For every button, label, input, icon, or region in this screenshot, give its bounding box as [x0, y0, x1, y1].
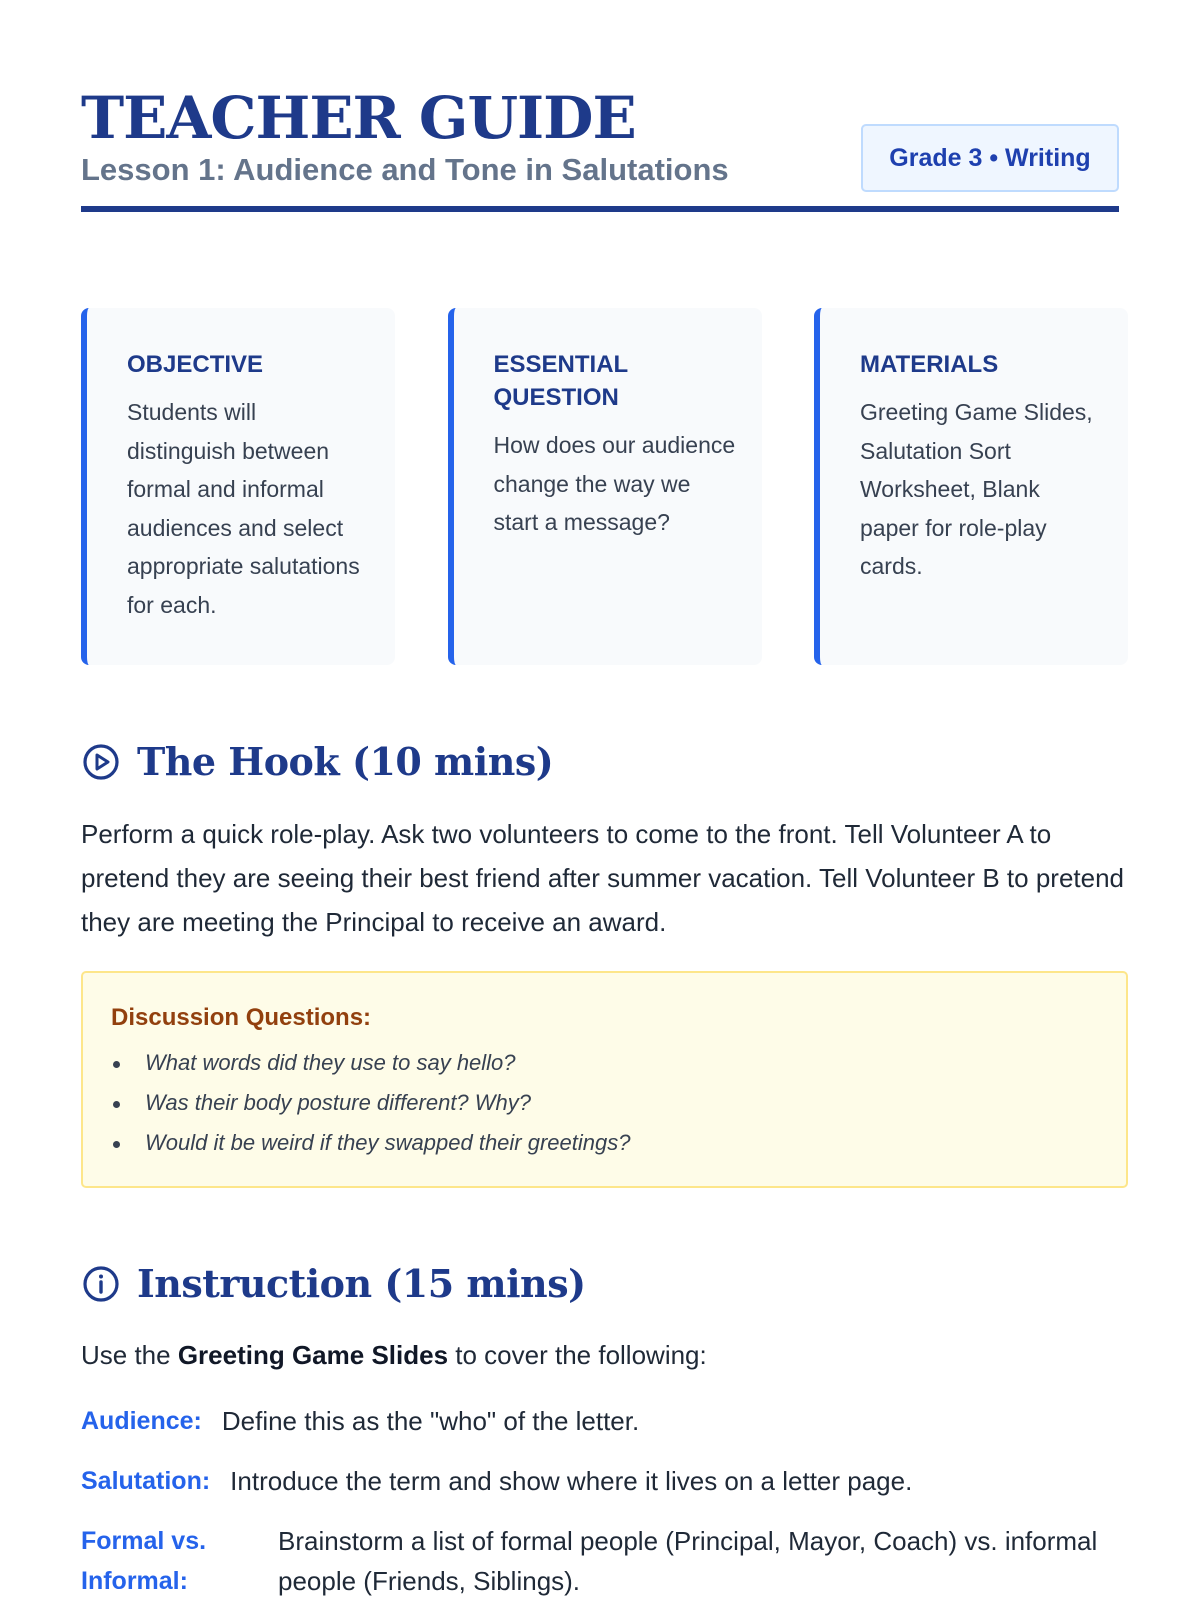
list-item: What words did they use to say hello?	[111, 1043, 1098, 1083]
card-title: ESSENTIAL QUESTION	[493, 351, 628, 411]
term-label: Formal vs. Informal:	[81, 1527, 207, 1595]
hook-section-heading	[81, 734, 553, 790]
lesson-overview-cards	[81, 308, 1128, 665]
intro-text: to cover the following:	[448, 1340, 707, 1370]
term-row	[81, 1461, 1128, 1501]
card-title: OBJECTIVE	[127, 351, 264, 378]
discussion-title: Discussion Questions:	[111, 1004, 372, 1031]
term-label: Salutation:	[81, 1467, 211, 1495]
discussion-question-list	[111, 1043, 1098, 1163]
materials-card	[814, 308, 1128, 665]
hook-description: Perform a quick role-play. Ask two volunteers to come to the front. Tell Volunteer A to pretend they are seeing their best friend after summer vacation. Tell Volunteer B to pretend they are meeting the Principal to receive an award.	[81, 819, 1125, 937]
list-item: Was their body posture different? Why?	[111, 1083, 1098, 1123]
section-title: The Hook (10 mins)	[137, 739, 554, 784]
lesson-subtitle: Lesson 1: Audience and Tone in Salutations	[81, 152, 729, 187]
essential-question-card	[448, 308, 762, 665]
info-circle-icon	[81, 1264, 121, 1304]
instruction-intro	[81, 1335, 707, 1375]
grade-subject-badge: Grade 3 • Writing	[861, 124, 1119, 192]
play-circle-icon	[81, 742, 121, 782]
list-item: Would it be weird if they swapped their greetings?	[111, 1123, 1098, 1163]
card-body: Students will distinguish between formal and informal audiences and select appropriate salutations for each.	[127, 399, 360, 618]
term-row	[81, 1401, 1128, 1441]
term-definition: Introduce the term and show where it lives on a letter page.	[230, 1466, 913, 1496]
instruction-section-heading	[81, 1256, 586, 1312]
term-definition: Brainstorm a list of formal people (Principal, Mayor, Coach) vs. informal people (Friends, Siblings).	[278, 1526, 1098, 1596]
term-label: Audience:	[81, 1407, 202, 1435]
card-body: Greeting Game Slides, Salutation Sort Worksheet, Blank paper for role-play cards.	[860, 399, 1093, 579]
term-row	[81, 1521, 1128, 1601]
term-definition: Define this as the "who" of the letter.	[221, 1406, 640, 1436]
intro-bold-text: Greeting Game Slides	[177, 1340, 449, 1370]
intro-text: Use the	[81, 1340, 178, 1370]
card-title: MATERIALS	[860, 351, 999, 378]
discussion-questions-callout	[81, 971, 1128, 1188]
page-header	[81, 80, 1119, 212]
card-body: How does our audience change the way we start a message?	[493, 432, 736, 535]
objective-card	[81, 308, 395, 665]
section-title: Instruction (15 mins)	[137, 1261, 586, 1306]
page-title: TEACHER GUIDE	[81, 84, 636, 152]
instruction-terms	[81, 1401, 1128, 1621]
